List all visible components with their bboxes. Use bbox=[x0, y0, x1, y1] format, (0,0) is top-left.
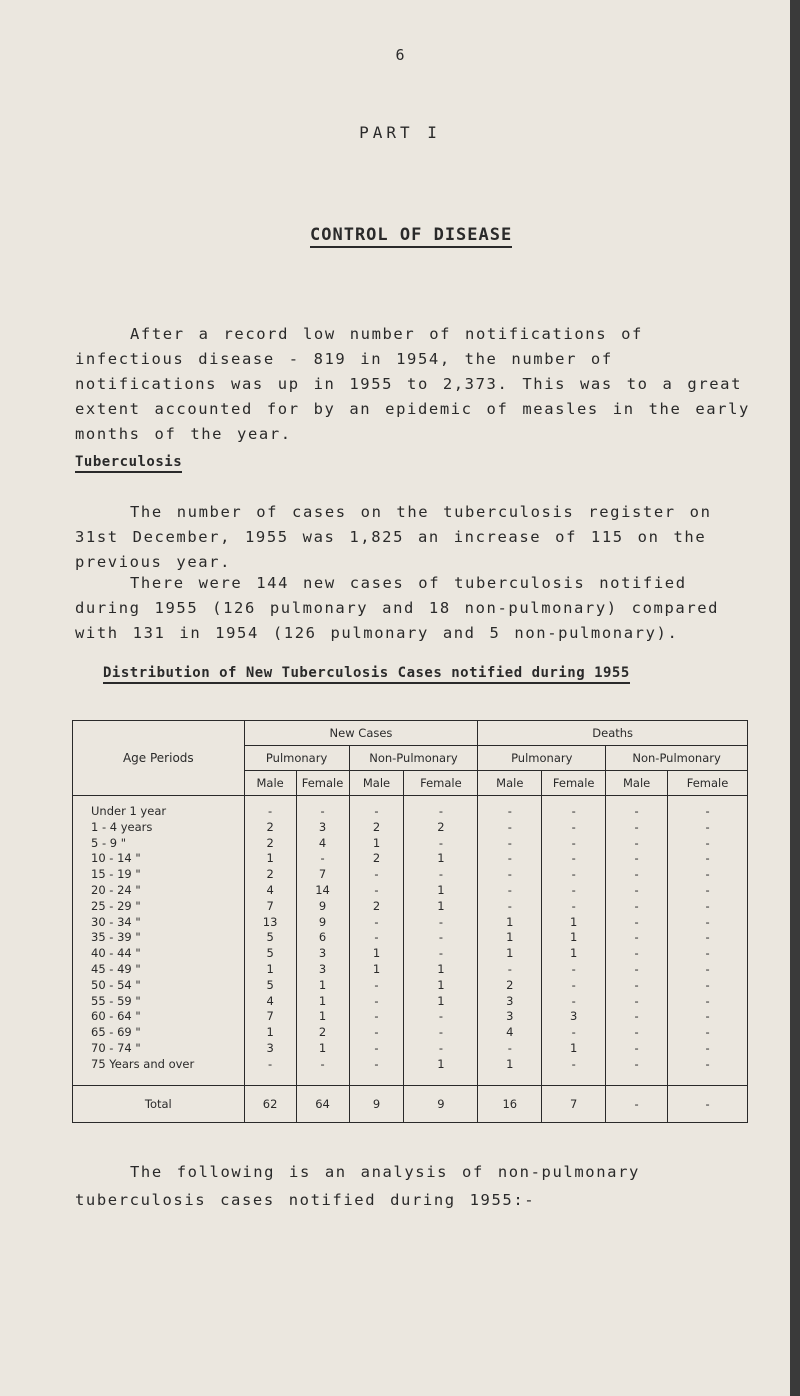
count-cell: - bbox=[668, 796, 748, 820]
count-cell: 1 bbox=[244, 851, 296, 867]
count-cell: 1 bbox=[349, 946, 404, 962]
count-cell: 2 bbox=[244, 867, 296, 883]
count-cell: 1 bbox=[296, 1041, 349, 1057]
new-pulmonary-header: Pulmonary bbox=[244, 746, 349, 771]
count-cell: - bbox=[668, 851, 748, 867]
count-cell: - bbox=[542, 1025, 606, 1041]
count-cell: - bbox=[542, 899, 606, 915]
count-cell: - bbox=[296, 851, 349, 867]
count-cell: 9 bbox=[296, 899, 349, 915]
count-cell: - bbox=[668, 1041, 748, 1057]
count-cell: 14 bbox=[296, 883, 349, 899]
count-cell: - bbox=[668, 836, 748, 852]
count-cell: - bbox=[668, 1009, 748, 1025]
table-row bbox=[73, 899, 748, 915]
count-cell: 6 bbox=[296, 930, 349, 946]
count-cell: - bbox=[606, 915, 668, 931]
count-cell: 2 bbox=[244, 820, 296, 836]
count-cell: 2 bbox=[349, 899, 404, 915]
count-cell: 2 bbox=[478, 978, 542, 994]
count-cell: 1 bbox=[349, 836, 404, 852]
count-cell: 1 bbox=[404, 851, 478, 867]
table-row bbox=[73, 978, 748, 994]
count-cell: - bbox=[542, 1057, 606, 1085]
total-cell: - bbox=[668, 1085, 748, 1122]
count-cell: 3 bbox=[296, 962, 349, 978]
count-cell: - bbox=[668, 867, 748, 883]
count-cell: - bbox=[349, 1025, 404, 1041]
count-cell: - bbox=[668, 883, 748, 899]
section-title: CONTROL OF DISEASE bbox=[310, 225, 512, 248]
table-row bbox=[73, 994, 748, 1010]
count-cell: - bbox=[606, 883, 668, 899]
count-cell: - bbox=[606, 820, 668, 836]
total-label: Total bbox=[73, 1085, 245, 1122]
table-row bbox=[73, 962, 748, 978]
age-period-cell: 1 - 4 years bbox=[73, 820, 245, 836]
age-period-cell: 40 - 44 " bbox=[73, 946, 245, 962]
count-cell: 7 bbox=[244, 899, 296, 915]
count-cell: - bbox=[668, 994, 748, 1010]
table-body bbox=[73, 796, 748, 1086]
count-cell: - bbox=[478, 883, 542, 899]
tuberculosis-paragraph-register: The number of cases on the tuberculosis register on 31st December, 1955 was 1,825 an increase of 115 on the previous year. bbox=[75, 503, 712, 571]
count-cell: - bbox=[606, 836, 668, 852]
count-cell: - bbox=[244, 796, 296, 820]
count-cell: - bbox=[668, 978, 748, 994]
female-header: Female bbox=[668, 771, 748, 796]
count-cell: 2 bbox=[349, 851, 404, 867]
count-cell: 2 bbox=[349, 820, 404, 836]
age-periods-header: Age Periods bbox=[73, 721, 245, 796]
page-number: 6 bbox=[395, 46, 405, 64]
count-cell: - bbox=[606, 1041, 668, 1057]
male-header: Male bbox=[606, 771, 668, 796]
deaths-non-pulmonary-header: Non-Pulmonary bbox=[606, 746, 748, 771]
count-cell: 1 bbox=[478, 1057, 542, 1085]
table-row bbox=[73, 820, 748, 836]
count-cell: 7 bbox=[296, 867, 349, 883]
count-cell: 1 bbox=[404, 962, 478, 978]
count-cell: - bbox=[668, 1057, 748, 1085]
count-cell: - bbox=[542, 796, 606, 820]
age-period-cell: 30 - 34 " bbox=[73, 915, 245, 931]
count-cell: 1 bbox=[244, 1025, 296, 1041]
count-cell: 1 bbox=[404, 899, 478, 915]
count-cell: - bbox=[606, 930, 668, 946]
count-cell: - bbox=[349, 915, 404, 931]
table-row bbox=[73, 851, 748, 867]
count-cell: 5 bbox=[244, 930, 296, 946]
count-cell: - bbox=[668, 946, 748, 962]
count-cell: - bbox=[606, 978, 668, 994]
count-cell: 1 bbox=[349, 962, 404, 978]
table-row bbox=[73, 796, 748, 820]
age-period-cell: 65 - 69 " bbox=[73, 1025, 245, 1041]
total-cell: 64 bbox=[296, 1085, 349, 1122]
count-cell: - bbox=[606, 1009, 668, 1025]
age-period-cell: 15 - 19 " bbox=[73, 867, 245, 883]
count-cell: 4 bbox=[478, 1025, 542, 1041]
count-cell: - bbox=[606, 994, 668, 1010]
count-cell: 4 bbox=[296, 836, 349, 852]
count-cell: - bbox=[478, 851, 542, 867]
table-row bbox=[73, 946, 748, 962]
count-cell: - bbox=[478, 836, 542, 852]
table-row bbox=[73, 867, 748, 883]
count-cell: 1 bbox=[296, 994, 349, 1010]
count-cell: - bbox=[404, 796, 478, 820]
count-cell: - bbox=[349, 978, 404, 994]
count-cell: - bbox=[606, 946, 668, 962]
age-period-cell: 70 - 74 " bbox=[73, 1041, 245, 1057]
new-non-pulmonary-header: Non-Pulmonary bbox=[349, 746, 478, 771]
tuberculosis-paragraph-new-cases: There were 144 new cases of tuberculosis notified during 1955 (126 pulmonary and 18 non-pulmonary) compared with 131 in 1954 (126 pulmonary and 5 non-pulmonary). bbox=[75, 574, 720, 642]
count-cell: - bbox=[668, 930, 748, 946]
count-cell: - bbox=[404, 1009, 478, 1025]
count-cell: - bbox=[606, 867, 668, 883]
table-row bbox=[73, 1025, 748, 1041]
count-cell: - bbox=[668, 820, 748, 836]
age-period-cell: 55 - 59 " bbox=[73, 994, 245, 1010]
count-cell: - bbox=[542, 867, 606, 883]
male-header: Male bbox=[244, 771, 296, 796]
count-cell: 2 bbox=[404, 820, 478, 836]
total-cell: 16 bbox=[478, 1085, 542, 1122]
count-cell: 3 bbox=[542, 1009, 606, 1025]
table-title: Distribution of New Tuberculosis Cases notified during 1955 bbox=[103, 664, 630, 684]
total-cell: 9 bbox=[349, 1085, 404, 1122]
count-cell: 5 bbox=[244, 946, 296, 962]
count-cell: 1 bbox=[404, 883, 478, 899]
male-header: Male bbox=[478, 771, 542, 796]
footer-paragraph: The following is an analysis of non-pulmonary tuberculosis cases notified during 1955:- bbox=[75, 1163, 640, 1209]
deaths-header: Deaths bbox=[478, 721, 748, 746]
table-row bbox=[73, 1009, 748, 1025]
count-cell: - bbox=[349, 1057, 404, 1085]
count-cell: - bbox=[542, 883, 606, 899]
count-cell: 7 bbox=[244, 1009, 296, 1025]
count-cell: - bbox=[349, 994, 404, 1010]
tuberculosis-heading: Tuberculosis bbox=[75, 453, 182, 473]
count-cell: - bbox=[606, 796, 668, 820]
table-row bbox=[73, 836, 748, 852]
table-row bbox=[73, 1041, 748, 1057]
count-cell: 3 bbox=[296, 946, 349, 962]
count-cell: - bbox=[542, 851, 606, 867]
count-cell: - bbox=[404, 1041, 478, 1057]
count-cell: 4 bbox=[244, 883, 296, 899]
count-cell: 4 bbox=[244, 994, 296, 1010]
count-cell: 9 bbox=[296, 915, 349, 931]
age-period-cell: Under 1 year bbox=[73, 796, 245, 820]
age-period-cell: 50 - 54 " bbox=[73, 978, 245, 994]
count-cell: - bbox=[606, 1057, 668, 1085]
count-cell: - bbox=[478, 899, 542, 915]
count-cell: - bbox=[478, 1041, 542, 1057]
count-cell: 1 bbox=[404, 1057, 478, 1085]
count-cell: 1 bbox=[244, 962, 296, 978]
count-cell: - bbox=[668, 899, 748, 915]
page-edge-shadow bbox=[790, 0, 800, 1396]
count-cell: 1 bbox=[478, 930, 542, 946]
age-period-cell: 75 Years and over bbox=[73, 1057, 245, 1085]
age-period-cell: 25 - 29 " bbox=[73, 899, 245, 915]
total-row bbox=[73, 1085, 748, 1122]
count-cell: 1 bbox=[542, 1041, 606, 1057]
count-cell: - bbox=[478, 820, 542, 836]
count-cell: - bbox=[349, 867, 404, 883]
total-cell: 9 bbox=[404, 1085, 478, 1122]
count-cell: - bbox=[404, 836, 478, 852]
male-header: Male bbox=[349, 771, 404, 796]
count-cell: 1 bbox=[296, 978, 349, 994]
female-header: Female bbox=[542, 771, 606, 796]
count-cell: - bbox=[542, 962, 606, 978]
count-cell: - bbox=[606, 899, 668, 915]
count-cell: - bbox=[404, 1025, 478, 1041]
count-cell: - bbox=[478, 796, 542, 820]
count-cell: - bbox=[606, 962, 668, 978]
count-cell: 1 bbox=[542, 930, 606, 946]
count-cell: - bbox=[542, 978, 606, 994]
count-cell: - bbox=[606, 1025, 668, 1041]
count-cell: 1 bbox=[478, 946, 542, 962]
count-cell: - bbox=[404, 867, 478, 883]
age-period-cell: 5 - 9 " bbox=[73, 836, 245, 852]
tuberculosis-distribution-table bbox=[72, 720, 748, 1123]
count-cell: - bbox=[349, 796, 404, 820]
table-row bbox=[73, 930, 748, 946]
count-cell: 13 bbox=[244, 915, 296, 931]
count-cell: - bbox=[542, 836, 606, 852]
count-cell: 2 bbox=[244, 836, 296, 852]
count-cell: 1 bbox=[478, 915, 542, 931]
count-cell: - bbox=[668, 1025, 748, 1041]
count-cell: - bbox=[668, 962, 748, 978]
count-cell: - bbox=[349, 883, 404, 899]
part-title: PART I bbox=[359, 123, 441, 142]
age-period-cell: 35 - 39 " bbox=[73, 930, 245, 946]
count-cell: 3 bbox=[244, 1041, 296, 1057]
count-cell: 1 bbox=[542, 946, 606, 962]
count-cell: - bbox=[244, 1057, 296, 1085]
age-period-cell: 60 - 64 " bbox=[73, 1009, 245, 1025]
intro-paragraph: After a record low number of notifications of infectious disease - 819 in 1954, the number of notifications was up in 1955 to 2,373. This was to a great extent accounted for by an epidemic of measles in the early months of the year. bbox=[75, 325, 750, 443]
count-cell: - bbox=[478, 867, 542, 883]
count-cell: 1 bbox=[296, 1009, 349, 1025]
total-cell: - bbox=[606, 1085, 668, 1122]
count-cell: - bbox=[404, 930, 478, 946]
total-cell: 7 bbox=[542, 1085, 606, 1122]
count-cell: - bbox=[668, 915, 748, 931]
count-cell: - bbox=[404, 946, 478, 962]
count-cell: 1 bbox=[404, 978, 478, 994]
count-cell: 3 bbox=[296, 820, 349, 836]
count-cell: - bbox=[296, 1057, 349, 1085]
age-period-cell: 20 - 24 " bbox=[73, 883, 245, 899]
deaths-pulmonary-header: Pulmonary bbox=[478, 746, 606, 771]
count-cell: - bbox=[542, 820, 606, 836]
count-cell: 1 bbox=[542, 915, 606, 931]
new-cases-header: New Cases bbox=[244, 721, 478, 746]
table-row bbox=[73, 915, 748, 931]
count-cell: 3 bbox=[478, 994, 542, 1010]
count-cell: 3 bbox=[478, 1009, 542, 1025]
count-cell: 5 bbox=[244, 978, 296, 994]
age-period-cell: 10 - 14 " bbox=[73, 851, 245, 867]
count-cell: - bbox=[404, 915, 478, 931]
count-cell: 2 bbox=[296, 1025, 349, 1041]
count-cell: - bbox=[349, 1009, 404, 1025]
count-cell: - bbox=[478, 962, 542, 978]
total-cell: 62 bbox=[244, 1085, 296, 1122]
count-cell: - bbox=[606, 851, 668, 867]
count-cell: 1 bbox=[404, 994, 478, 1010]
table-row bbox=[73, 883, 748, 899]
age-period-cell: 45 - 49 " bbox=[73, 962, 245, 978]
count-cell: - bbox=[349, 1041, 404, 1057]
female-header: Female bbox=[296, 771, 349, 796]
female-header: Female bbox=[404, 771, 478, 796]
count-cell: - bbox=[349, 930, 404, 946]
count-cell: - bbox=[296, 796, 349, 820]
count-cell: - bbox=[542, 994, 606, 1010]
table-row bbox=[73, 1057, 748, 1085]
